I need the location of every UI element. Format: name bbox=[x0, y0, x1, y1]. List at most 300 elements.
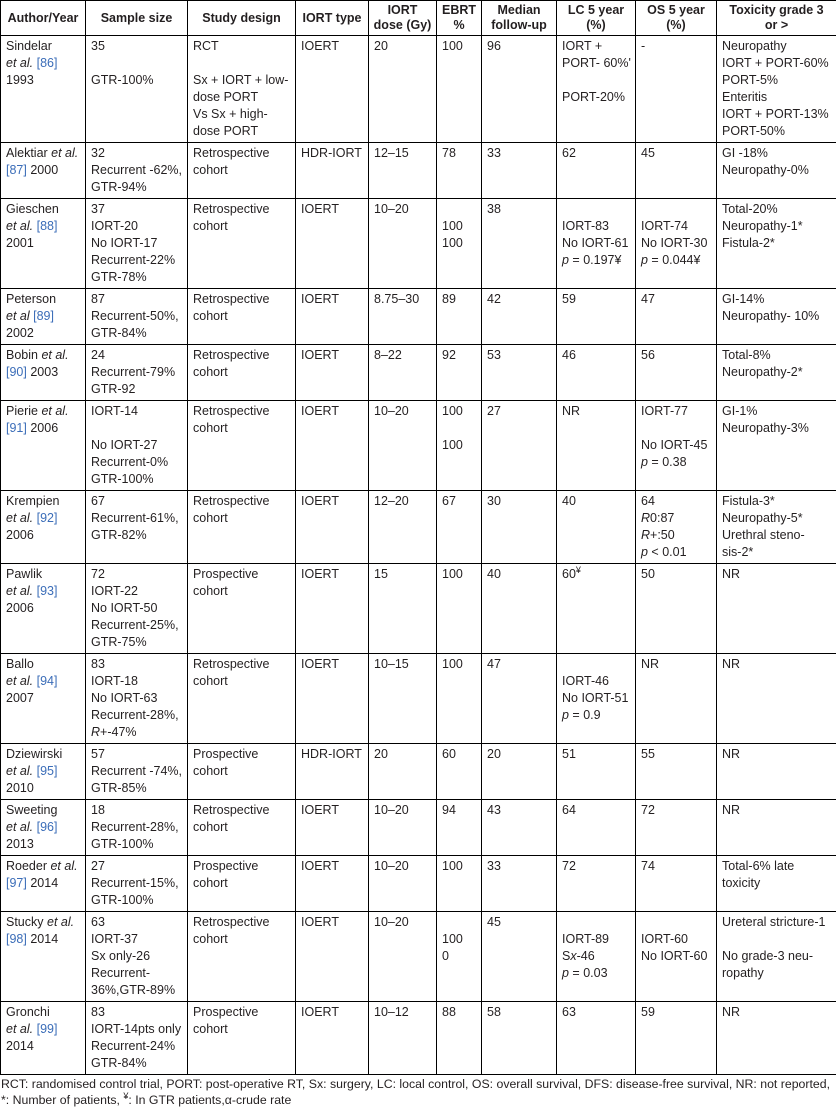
cell-lc-5-year bbox=[557, 491, 636, 564]
cell-line: cohort bbox=[193, 510, 292, 527]
cell-line: 8.75–30 bbox=[374, 291, 433, 308]
cell-line: Roeder et al. bbox=[6, 858, 82, 875]
cell-iort-type bbox=[296, 289, 369, 345]
cell-line: 60 bbox=[442, 746, 478, 763]
table-body bbox=[1, 36, 836, 1075]
cell-line bbox=[641, 201, 713, 218]
citation-link[interactable]: [87] bbox=[6, 163, 27, 177]
col-header-ebrt-percent bbox=[437, 1, 482, 36]
cell-line: 20 bbox=[487, 746, 553, 763]
cell-line: IORT-14pts only bbox=[91, 1021, 184, 1038]
cell-line: 100 bbox=[442, 218, 478, 235]
cell-os-5-year bbox=[636, 912, 717, 1002]
footnote-marker: ¥ bbox=[123, 1091, 128, 1101]
cell-line bbox=[6, 583, 82, 600]
cell-line: Recurrent-24% bbox=[91, 1038, 184, 1055]
cell-author-year bbox=[1, 800, 86, 856]
cell-line: IORT-18 bbox=[91, 673, 184, 690]
cell-line: Recurrent -74%, bbox=[91, 763, 184, 780]
cell-line: No IORT-30 bbox=[641, 235, 713, 252]
cell-ebrt-percent bbox=[437, 289, 482, 345]
cell-line: 64 bbox=[562, 802, 632, 819]
cell-ebrt-percent bbox=[437, 912, 482, 1002]
cell-toxicity bbox=[717, 654, 836, 744]
cell-line: IORT-74 bbox=[641, 218, 713, 235]
cell-line: p = 0.38 bbox=[641, 454, 713, 471]
cell-line: Total-6% late bbox=[722, 858, 833, 875]
cell-line: 94 bbox=[442, 802, 478, 819]
cell-line: dose PORT bbox=[193, 123, 292, 140]
cell-line bbox=[562, 201, 632, 218]
cell-line bbox=[6, 55, 82, 72]
cell-line: IOERT bbox=[301, 291, 365, 308]
cell-iort-dose bbox=[369, 199, 437, 289]
cell-study-design bbox=[188, 564, 296, 654]
cell-line: IOERT bbox=[301, 1004, 365, 1021]
cell-study-design bbox=[188, 856, 296, 912]
cell-iort-dose bbox=[369, 856, 437, 912]
italic-text: p bbox=[641, 253, 648, 267]
cell-line: 2001 bbox=[6, 235, 82, 252]
cell-author-year bbox=[1, 856, 86, 912]
cell-sample-size bbox=[86, 36, 188, 143]
cell-iort-dose bbox=[369, 345, 437, 401]
cell-line bbox=[6, 308, 82, 325]
cell-line bbox=[562, 656, 632, 673]
cell-line: 15 bbox=[374, 566, 433, 583]
citation-link[interactable]: [99] bbox=[37, 1022, 58, 1036]
italic-text: p bbox=[641, 545, 648, 559]
cell-line: Alektiar et al. bbox=[6, 145, 82, 162]
cell-line: Prospective bbox=[193, 858, 292, 875]
cell-line: Recurrent-28%, bbox=[91, 707, 184, 724]
cell-line: IORT-89 bbox=[562, 931, 632, 948]
cell-line: 63 bbox=[562, 1004, 632, 1021]
cell-line: Retrospective bbox=[193, 656, 292, 673]
cell-median-follow-up bbox=[482, 912, 557, 1002]
cell-line: 24 bbox=[91, 347, 184, 364]
cell-line: Stucky et al. bbox=[6, 914, 82, 931]
cell-line: 27 bbox=[91, 858, 184, 875]
cell-median-follow-up bbox=[482, 36, 557, 143]
cell-line: IOERT bbox=[301, 566, 365, 583]
cell-line: 74 bbox=[641, 858, 713, 875]
cell-iort-type bbox=[296, 564, 369, 654]
cell-line: No IORT-63 bbox=[91, 690, 184, 707]
cell-line: Retrospective bbox=[193, 145, 292, 162]
citation-link[interactable]: [98] bbox=[6, 932, 27, 946]
cell-line: Retrospective bbox=[193, 493, 292, 510]
cell-line bbox=[6, 673, 82, 690]
cell-line: 50 bbox=[641, 566, 713, 583]
cell-line: NR bbox=[722, 656, 833, 673]
cell-line: cohort bbox=[193, 420, 292, 437]
cell-line: 87 bbox=[91, 291, 184, 308]
cell-os-5-year bbox=[636, 800, 717, 856]
cell-line: 38 bbox=[487, 201, 553, 218]
cell-line: GTR-100% bbox=[91, 72, 184, 89]
header-line: Study design bbox=[189, 11, 294, 26]
cell-line: [87] 2000 bbox=[6, 162, 82, 179]
cell-line: - bbox=[641, 38, 713, 55]
cell-line: 72 bbox=[641, 802, 713, 819]
cell-lc-5-year bbox=[557, 856, 636, 912]
header-line: Toxicity grade 3 bbox=[718, 3, 835, 18]
cell-line: NR bbox=[722, 802, 833, 819]
cell-line: 32 bbox=[91, 145, 184, 162]
cell-line: Recurrent-61%, bbox=[91, 510, 184, 527]
cell-line: 78 bbox=[442, 145, 478, 162]
cell-line: Gronchi bbox=[6, 1004, 82, 1021]
cell-line: PORT-50% bbox=[722, 123, 833, 140]
header-line: IORT bbox=[370, 3, 435, 18]
italic-text: et al. bbox=[6, 674, 33, 688]
cell-line: Neuropathy-1* bbox=[722, 218, 833, 235]
citation-link[interactable]: [88] bbox=[37, 219, 58, 233]
cell-line: PORT-20% bbox=[562, 89, 632, 106]
cell-sample-size bbox=[86, 345, 188, 401]
header-line: OS 5 year bbox=[637, 3, 715, 18]
cell-line: IOERT bbox=[301, 201, 365, 218]
cell-ebrt-percent bbox=[437, 143, 482, 199]
cell-line: 100 bbox=[442, 566, 478, 583]
cell-line: [97] 2014 bbox=[6, 875, 82, 892]
cell-line: GTR-82% bbox=[91, 527, 184, 544]
header-row bbox=[1, 1, 836, 36]
cell-line: cohort bbox=[193, 162, 292, 179]
cell-line: GTR-92 bbox=[91, 381, 184, 398]
cell-line: cohort bbox=[193, 583, 292, 600]
cell-line: 89 bbox=[442, 291, 478, 308]
cell-line: cohort bbox=[193, 364, 292, 381]
col-header-author-year bbox=[1, 1, 86, 36]
cell-iort-type bbox=[296, 800, 369, 856]
study-row bbox=[1, 401, 836, 491]
cell-line: IORT-77 bbox=[641, 403, 713, 420]
header-line: dose (Gy) bbox=[370, 18, 435, 33]
cell-line: toxicity bbox=[722, 875, 833, 892]
italic-text: et al. bbox=[6, 511, 33, 525]
cell-line: No IORT-45 bbox=[641, 437, 713, 454]
italic-text: et al. bbox=[47, 915, 74, 929]
cell-line: GI-1% bbox=[722, 403, 833, 420]
cell-line: 10–20 bbox=[374, 914, 433, 931]
footnote-marker: ¥ bbox=[576, 565, 581, 575]
footnote-line: RCT: randomised control trial, PORT: post-operative RT, Sx: surgery, LC: local control, OS: overall survival, DFS: disease-free survival, NR: not reported, bbox=[1, 1077, 836, 1092]
cell-median-follow-up bbox=[482, 401, 557, 491]
cell-iort-dose bbox=[369, 1002, 437, 1075]
cell-study-design bbox=[188, 744, 296, 800]
cell-author-year bbox=[1, 401, 86, 491]
italic-text: p bbox=[641, 455, 648, 469]
cell-ebrt-percent bbox=[437, 199, 482, 289]
cell-median-follow-up bbox=[482, 1002, 557, 1075]
col-header-iort-dose bbox=[369, 1, 437, 36]
italic-text: R bbox=[641, 528, 650, 542]
cell-line: 20 bbox=[374, 746, 433, 763]
cell-toxicity bbox=[717, 199, 836, 289]
cell-author-year bbox=[1, 289, 86, 345]
cell-study-design bbox=[188, 1002, 296, 1075]
cell-sample-size bbox=[86, 800, 188, 856]
cell-line bbox=[641, 420, 713, 437]
col-header-median-follow-up bbox=[482, 1, 557, 36]
cell-line: 59 bbox=[562, 291, 632, 308]
cell-study-design bbox=[188, 345, 296, 401]
italic-text: et al. bbox=[6, 56, 33, 70]
cell-os-5-year bbox=[636, 564, 717, 654]
cell-line: GTR-100% bbox=[91, 892, 184, 909]
cell-ebrt-percent bbox=[437, 491, 482, 564]
cell-sample-size bbox=[86, 1002, 188, 1075]
cell-line: Pierie et al. bbox=[6, 403, 82, 420]
cell-study-design bbox=[188, 143, 296, 199]
cell-line: 1993 bbox=[6, 72, 82, 89]
cell-line bbox=[442, 914, 478, 931]
citation-link[interactable]: [95] bbox=[37, 764, 58, 778]
italic-text: et al. bbox=[41, 404, 68, 418]
cell-line: p = 0.03 bbox=[562, 965, 632, 982]
cell-line: Recurrent-15%, bbox=[91, 875, 184, 892]
cell-line bbox=[442, 201, 478, 218]
citation-link[interactable]: [86] bbox=[37, 56, 58, 70]
cell-author-year bbox=[1, 36, 86, 143]
cell-iort-dose bbox=[369, 401, 437, 491]
cell-line: Gieschen bbox=[6, 201, 82, 218]
cell-toxicity bbox=[717, 1002, 836, 1075]
cell-author-year bbox=[1, 491, 86, 564]
cell-line: Retrospective bbox=[193, 291, 292, 308]
cell-iort-dose bbox=[369, 36, 437, 143]
cell-line: Pawlik bbox=[6, 566, 82, 583]
cell-line: IOERT bbox=[301, 403, 365, 420]
cell-line: IORT-83 bbox=[562, 218, 632, 235]
cell-line: Neuropathy-5* bbox=[722, 510, 833, 527]
italic-text: p bbox=[562, 253, 569, 267]
cell-author-year bbox=[1, 744, 86, 800]
citation-link[interactable]: [97] bbox=[6, 876, 27, 890]
cell-line bbox=[6, 763, 82, 780]
cell-line: Total-20% bbox=[722, 201, 833, 218]
cell-iort-dose bbox=[369, 564, 437, 654]
cell-line: GTR-84% bbox=[91, 1055, 184, 1072]
cell-line: Dziewirski bbox=[6, 746, 82, 763]
cell-line: p = 0.9 bbox=[562, 707, 632, 724]
cell-line: 67 bbox=[442, 493, 478, 510]
cell-line: NR bbox=[722, 746, 833, 763]
italic-text: et al. bbox=[6, 584, 33, 598]
cell-sample-size bbox=[86, 744, 188, 800]
cell-lc-5-year bbox=[557, 800, 636, 856]
cell-line: Fistula-3* bbox=[722, 493, 833, 510]
cell-lc-5-year bbox=[557, 36, 636, 143]
cell-line: 37 bbox=[91, 201, 184, 218]
col-header-study-design bbox=[188, 1, 296, 36]
cell-line: IOERT bbox=[301, 858, 365, 875]
cell-line: cohort bbox=[193, 218, 292, 235]
cell-line: NR bbox=[722, 566, 833, 583]
cell-line: 83 bbox=[91, 656, 184, 673]
cell-line: 40 bbox=[562, 493, 632, 510]
cell-line: 100 bbox=[442, 931, 478, 948]
cell-os-5-year bbox=[636, 491, 717, 564]
italic-text: et al. bbox=[41, 348, 68, 362]
cell-iort-dose bbox=[369, 491, 437, 564]
citation-link[interactable]: [93] bbox=[37, 584, 58, 598]
cell-line: Krempien bbox=[6, 493, 82, 510]
cell-line: 10–12 bbox=[374, 1004, 433, 1021]
cell-line: p = 0.197¥ bbox=[562, 252, 632, 269]
col-header-os-5-year bbox=[636, 1, 717, 36]
cell-line: NR bbox=[562, 403, 632, 420]
cell-line: R+:50 bbox=[641, 527, 713, 544]
cell-study-design bbox=[188, 401, 296, 491]
italic-text: et al. bbox=[6, 219, 33, 233]
cell-line: 2014 bbox=[6, 1038, 82, 1055]
cell-line: NR bbox=[641, 656, 713, 673]
cell-line: No IORT-17 bbox=[91, 235, 184, 252]
citation-link[interactable]: [89] bbox=[33, 309, 54, 323]
cell-line: IORT-20 bbox=[91, 218, 184, 235]
citation-link[interactable]: [90] bbox=[6, 365, 27, 379]
citation-link[interactable]: [94] bbox=[37, 674, 58, 688]
cell-os-5-year bbox=[636, 345, 717, 401]
cell-line: Enteritis bbox=[722, 89, 833, 106]
cell-iort-type bbox=[296, 744, 369, 800]
cell-toxicity bbox=[717, 912, 836, 1002]
cell-line: Neuropathy-0% bbox=[722, 162, 833, 179]
cell-sample-size bbox=[86, 199, 188, 289]
cell-line: Neuropathy- 10% bbox=[722, 308, 833, 325]
cell-line: [98] 2014 bbox=[6, 931, 82, 948]
cell-median-follow-up bbox=[482, 491, 557, 564]
cell-line: 88 bbox=[442, 1004, 478, 1021]
cell-line: 10–20 bbox=[374, 201, 433, 218]
cell-os-5-year bbox=[636, 744, 717, 800]
cell-line: IORT + bbox=[562, 38, 632, 55]
italic-text: R bbox=[641, 511, 650, 525]
cell-line: 47 bbox=[641, 291, 713, 308]
study-row bbox=[1, 856, 836, 912]
cell-line: IORT + PORT-60% bbox=[722, 55, 833, 72]
cell-line bbox=[641, 914, 713, 931]
cell-line: 2010 bbox=[6, 780, 82, 797]
cell-os-5-year bbox=[636, 199, 717, 289]
cell-line: p = 0.044¥ bbox=[641, 252, 713, 269]
cell-line: IORT-46 bbox=[562, 673, 632, 690]
cell-sample-size bbox=[86, 912, 188, 1002]
cell-line: No IORT-50 bbox=[91, 600, 184, 617]
cell-line: 56 bbox=[641, 347, 713, 364]
citation-link[interactable]: [91] bbox=[6, 421, 27, 435]
cell-line: 67 bbox=[91, 493, 184, 510]
cell-line bbox=[91, 55, 184, 72]
cell-toxicity bbox=[717, 401, 836, 491]
study-row bbox=[1, 345, 836, 401]
cell-line: PORT-5% bbox=[722, 72, 833, 89]
cell-line: Ballo bbox=[6, 656, 82, 673]
cell-line: sis-2* bbox=[722, 544, 833, 561]
cell-line: Vs Sx + high- bbox=[193, 106, 292, 123]
cell-line bbox=[6, 1021, 82, 1038]
cell-sample-size bbox=[86, 856, 188, 912]
citation-link[interactable]: [92] bbox=[37, 511, 58, 525]
cell-line: 100 bbox=[442, 437, 478, 454]
cell-line: dose PORT bbox=[193, 89, 292, 106]
cell-os-5-year bbox=[636, 143, 717, 199]
cell-os-5-year bbox=[636, 856, 717, 912]
cell-iort-type bbox=[296, 856, 369, 912]
cell-line: 64 bbox=[641, 493, 713, 510]
cell-line: Recurrent-28%, bbox=[91, 819, 184, 836]
study-row bbox=[1, 491, 836, 564]
cell-sample-size bbox=[86, 143, 188, 199]
cell-line: 59 bbox=[641, 1004, 713, 1021]
cell-line: 10–20 bbox=[374, 403, 433, 420]
cell-line: GTR-75% bbox=[91, 634, 184, 651]
cell-iort-dose bbox=[369, 289, 437, 345]
study-row bbox=[1, 199, 836, 289]
cell-line: No IORT-27 bbox=[91, 437, 184, 454]
cell-line: Ureteral stricture-1 bbox=[722, 914, 833, 931]
cell-line: 43 bbox=[487, 802, 553, 819]
cell-line: Sx only-26 bbox=[91, 948, 184, 965]
italic-text: et al. bbox=[50, 859, 77, 873]
cell-line: 60¥ bbox=[562, 566, 632, 583]
cell-lc-5-year bbox=[557, 1002, 636, 1075]
cell-line: Prospective bbox=[193, 566, 292, 583]
cell-line: cohort bbox=[193, 819, 292, 836]
cell-line: Total-8% bbox=[722, 347, 833, 364]
cell-line: No IORT-61 bbox=[562, 235, 632, 252]
col-header-toxicity bbox=[717, 1, 836, 36]
cell-iort-type bbox=[296, 491, 369, 564]
cell-author-year bbox=[1, 345, 86, 401]
cell-line: 100 bbox=[442, 38, 478, 55]
cell-line: 51 bbox=[562, 746, 632, 763]
cell-toxicity bbox=[717, 143, 836, 199]
cell-iort-dose bbox=[369, 912, 437, 1002]
cell-line: R0:87 bbox=[641, 510, 713, 527]
cell-line: HDR-IORT bbox=[301, 145, 365, 162]
italic-text: et al. bbox=[6, 820, 33, 834]
cell-line: IOERT bbox=[301, 656, 365, 673]
table-footnotes bbox=[0, 1075, 836, 1112]
study-row bbox=[1, 1002, 836, 1075]
cell-line: Recurrent-25%, bbox=[91, 617, 184, 634]
study-row bbox=[1, 564, 836, 654]
cell-line: 63 bbox=[91, 914, 184, 931]
cell-ebrt-percent bbox=[437, 36, 482, 143]
cell-line: Retrospective bbox=[193, 347, 292, 364]
cell-os-5-year bbox=[636, 654, 717, 744]
cell-line: cohort bbox=[193, 875, 292, 892]
cell-line: Recurrent-79% bbox=[91, 364, 184, 381]
cell-iort-type bbox=[296, 654, 369, 744]
cell-os-5-year bbox=[636, 36, 717, 143]
cell-iort-type bbox=[296, 143, 369, 199]
cell-line: Recurrent-0% bbox=[91, 454, 184, 471]
cell-line: 55 bbox=[641, 746, 713, 763]
cell-line: Sx + IORT + low- bbox=[193, 72, 292, 89]
cell-toxicity bbox=[717, 800, 836, 856]
cell-study-design bbox=[188, 199, 296, 289]
cell-line: IORT-22 bbox=[91, 583, 184, 600]
cell-line: 33 bbox=[487, 858, 553, 875]
cell-ebrt-percent bbox=[437, 856, 482, 912]
citation-link[interactable]: [96] bbox=[37, 820, 58, 834]
cell-line: Recurrent -62%, bbox=[91, 162, 184, 179]
